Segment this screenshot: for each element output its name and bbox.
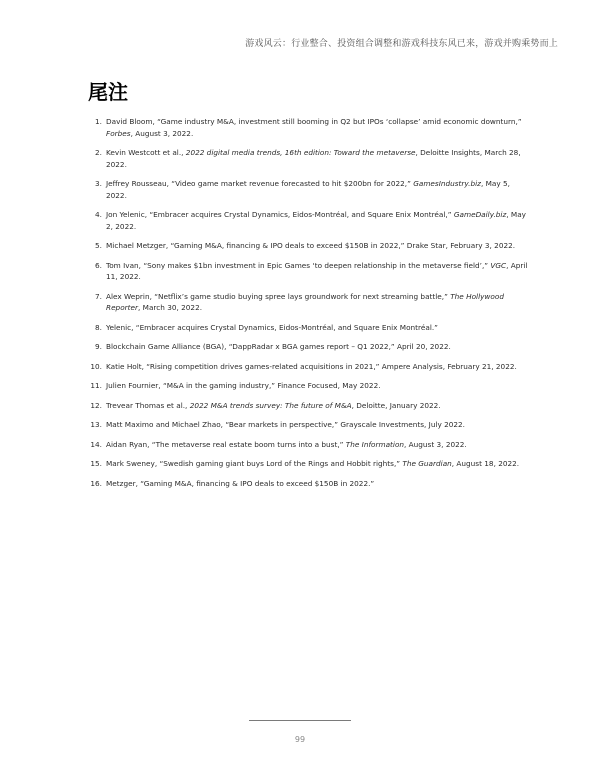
- endnote-fragment: Mark Sweney, “Swedish gaming giant buys Lord of the Rings and Hobbit rights,”: [106, 459, 403, 468]
- endnote-fragment: , May 2, 2022.: [106, 210, 527, 231]
- endnote-text: [106, 292, 504, 313]
- endnote-item: [88, 400, 528, 412]
- endnote-item: [88, 322, 528, 334]
- endnote-text: [106, 420, 465, 429]
- endnote-number: 1.: [95, 117, 102, 126]
- footer-divider: [249, 720, 351, 721]
- endnote-text: [106, 241, 515, 250]
- endnote-text: [106, 323, 438, 332]
- endnote-item: [88, 478, 528, 490]
- endnote-item: [88, 341, 528, 353]
- endnote-source-title: The Information: [345, 439, 405, 449]
- endnote-number: 2.: [95, 148, 102, 157]
- endnote-text: [106, 459, 519, 468]
- endnote-item: [88, 209, 528, 232]
- endnote-text: [106, 261, 527, 282]
- endnote-number: 8.: [95, 322, 102, 332]
- endnote-fragment: , Deloitte, January 2022.: [351, 400, 441, 410]
- page-number: 99: [294, 735, 306, 744]
- endnote-fragment: , March 30, 2022.: [138, 303, 203, 312]
- endnotes-list: [88, 116, 528, 497]
- endnote-item: [88, 147, 528, 170]
- endnote-item: [88, 439, 528, 451]
- endnote-fragment: Tom Ivan, “Sony makes $1bn investment in Epic Games ‘to deepen relationship in the metaverse field’,”: [106, 260, 491, 270]
- endnote-text: [106, 117, 522, 138]
- endnote-text: [106, 381, 381, 390]
- endnote-text: [106, 401, 441, 410]
- endnote-item: [88, 240, 528, 252]
- endnote-fragment: , August 3, 2022.: [130, 128, 194, 138]
- endnote-source-title: Forbes: [106, 128, 131, 138]
- endnote-number: 3.: [95, 179, 102, 188]
- endnote-fragment: Aidan Ryan, “The metaverse real estate boom turns into a bust,”: [106, 439, 346, 449]
- endnote-fragment: Kevin Westcott et al.,: [106, 148, 186, 157]
- endnote-fragment: , August 3, 2022.: [404, 439, 467, 449]
- endnote-item: [88, 458, 528, 470]
- endnote-number: 9.: [95, 342, 102, 351]
- endnote-number: 7.: [95, 291, 102, 301]
- endnote-number: 14.: [90, 439, 102, 449]
- endnote-item: [88, 260, 528, 283]
- endnote-text: [106, 362, 517, 371]
- endnote-source-title: GameDaily.biz: [453, 210, 507, 219]
- endnote-text: [106, 342, 451, 351]
- endnote-fragment: Trevear Thomas et al.,: [106, 400, 190, 410]
- endnote-fragment: , May 5, 2022.: [106, 179, 510, 200]
- endnote-fragment: Jon Yelenic, “Embracer acquires Crystal Dynamics, Eidos-Montréal, and Square Enix Montréal,”: [106, 210, 454, 219]
- endnote-fragment: Metzger, “Gaming M&A, financing & IPO deals to exceed $150B in 2022.”: [106, 478, 375, 488]
- endnote-fragment: Katie Holt, “Rising competition drives games-related acquisitions in 2021,” Ampere Analysis, February 21, 2022.: [106, 361, 517, 371]
- endnote-fragment: , Deloitte Insights, March 28, 2022.: [106, 148, 521, 169]
- endnote-text: [106, 479, 374, 488]
- endnote-fragment: Alex Weprin, “Netflix’s game studio buying spree lays groundwork for next streaming battle,”: [106, 291, 451, 301]
- endnote-number: 12.: [90, 400, 102, 410]
- endnote-text: [106, 179, 510, 200]
- endnote-number: 15.: [90, 459, 102, 468]
- endnote-source-title: GamesIndustry.biz: [413, 179, 481, 188]
- endnote-fragment: Michael Metzger, “Gaming M&A, financing & IPO deals to exceed $150B in 2022,” Drake Star, February 3, 2022.: [106, 241, 516, 250]
- endnote-source-title: The Hollywood Reporter: [106, 291, 504, 312]
- endnote-fragment: David Bloom, “Game industry M&A, investment still booming in Q2 but IPOs ‘collapse’ amid economic downturn,”: [106, 117, 522, 126]
- endnote-fragment: Julien Fournier, “M&A in the gaming industry,” Finance Focused, May 2022.: [106, 381, 381, 390]
- endnote-text: [106, 440, 467, 449]
- endnote-fragment: Jeffrey Rousseau, “Video game market revenue forecasted to hit $200bn for 2022,”: [106, 179, 414, 188]
- endnote-fragment: , August 18, 2022.: [451, 459, 520, 468]
- endnote-source-title: VGC: [490, 260, 507, 270]
- endnote-number: 5.: [95, 241, 102, 250]
- endnote-text: [106, 210, 526, 231]
- endnote-source-title: 2022 M&A trends survey: The future of M&A: [189, 400, 352, 410]
- endnote-number: 13.: [90, 420, 102, 429]
- endnote-fragment: , April 11, 2022.: [106, 260, 528, 281]
- running-header: 游戏风云：行业整合、投资组合调整和游戏科技东风已来，游戏并购乘势而上: [245, 39, 558, 49]
- endnote-item: [88, 380, 528, 392]
- endnote-item: [88, 116, 528, 139]
- page-title: 尾注: [88, 80, 128, 104]
- endnote-source-title: 2022 digital media trends, 16th edition: Toward the metaverse: [185, 148, 416, 157]
- endnote-number: 16.: [90, 478, 102, 488]
- endnote-number: 10.: [90, 361, 102, 371]
- endnote-number: 11.: [90, 381, 102, 390]
- endnote-fragment: Blockchain Game Alliance (BGA), “DappRadar x BGA games report – Q1 2022,” April 20, 2022.: [106, 342, 451, 351]
- endnote-item: [88, 419, 528, 431]
- endnote-item: [88, 291, 528, 314]
- endnote-source-title: The Guardian: [402, 459, 452, 468]
- endnote-text: [106, 148, 521, 169]
- endnote-fragment: Yelenic, “Embracer acquires Crystal Dynamics, Eidos-Montréal, and Square Enix Montréal.”: [106, 322, 438, 332]
- endnote-number: 4.: [95, 210, 102, 219]
- endnote-item: [88, 361, 528, 373]
- endnote-number: 6.: [95, 260, 102, 270]
- endnote-fragment: Matt Maximo and Michael Zhao, “Bear markets in perspective,” Grayscale Investments, July 2022.: [106, 420, 465, 429]
- endnote-item: [88, 178, 528, 201]
